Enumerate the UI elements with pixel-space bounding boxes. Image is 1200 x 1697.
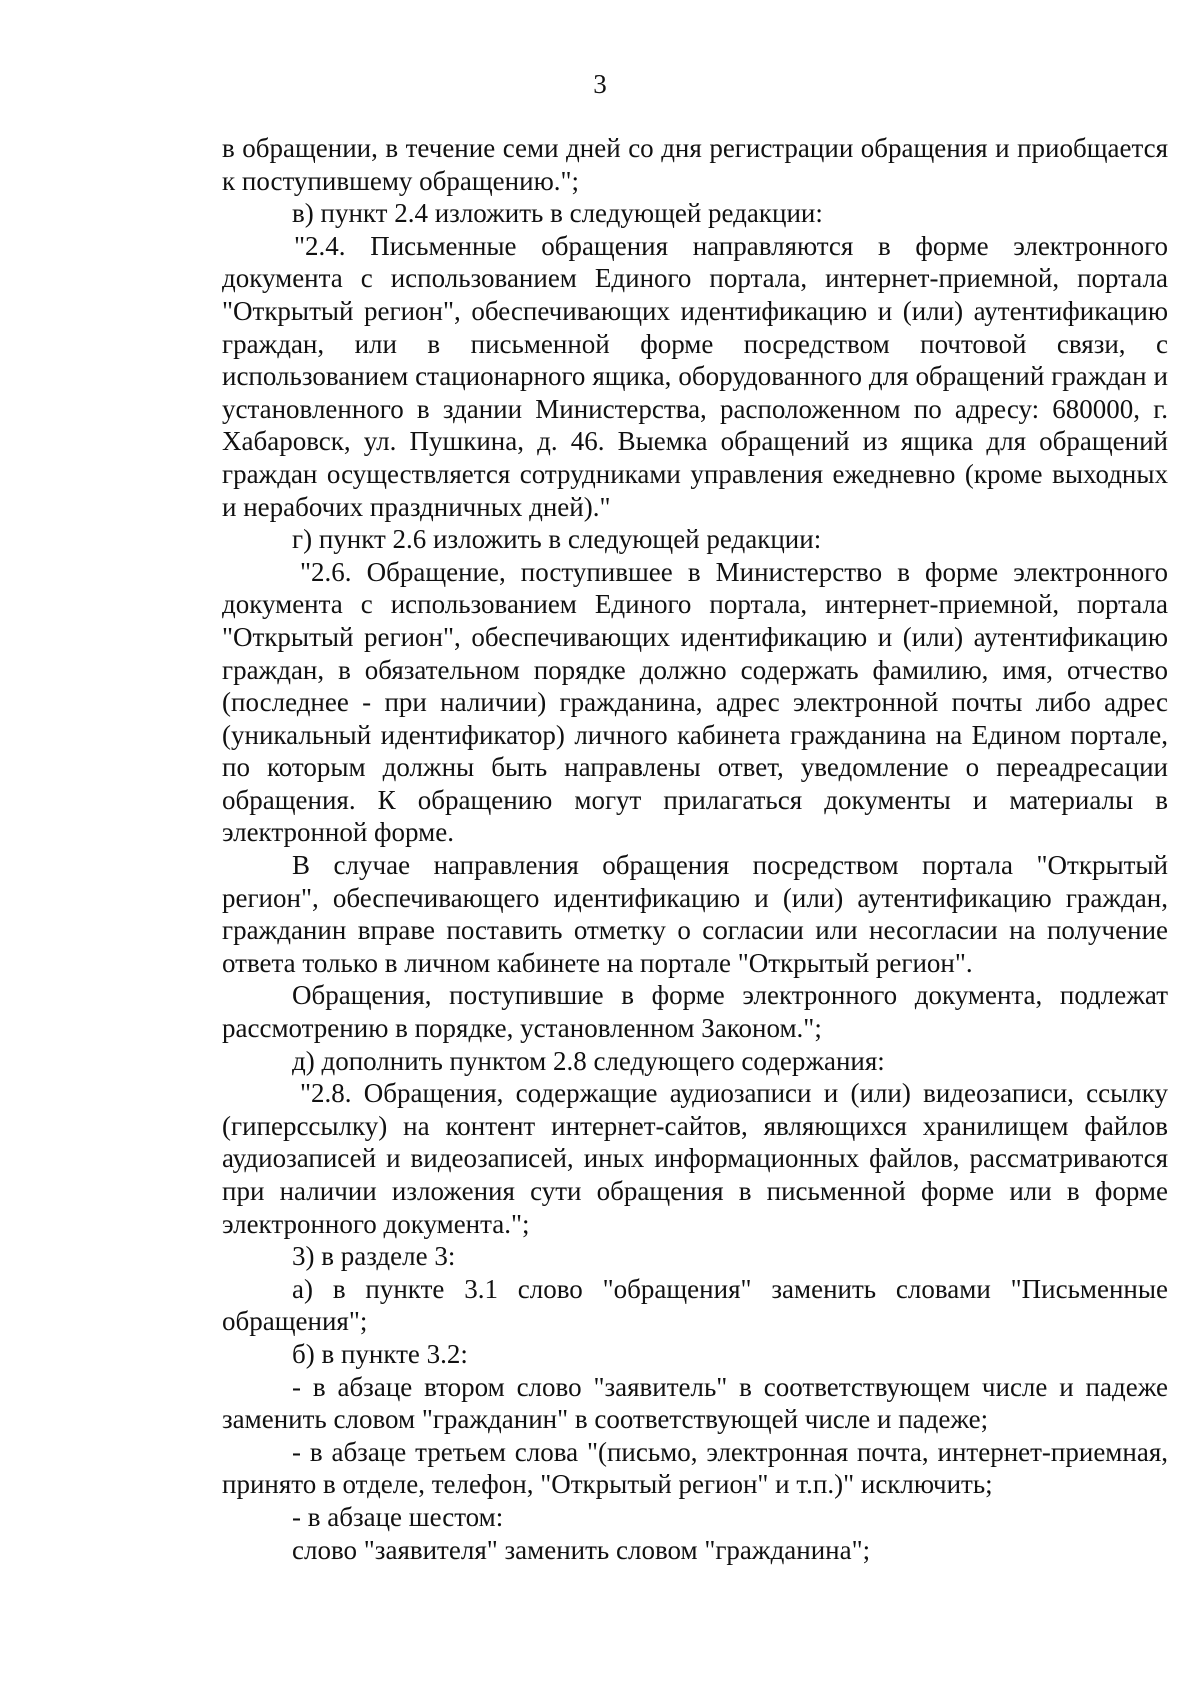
paragraph-item-d: д) дополнить пунктом 2.8 следующего содержания: xyxy=(292,1045,885,1076)
page-number: 3 xyxy=(593,69,607,99)
paragraph-open-region: В случае направления обращения посредством портала "Открытый регион", обеспечивающего идентификацию и (или) аутентификацию граждан, гражданин вправе поставить отметку о согласии или несогласии на получение ответа только в личном кабинете на портале "Открытый регион". xyxy=(222,850,1168,978)
paragraph-abzac-2: - в абзаце втором слово "заявитель" в соответствующем числе и падеже заменить словом "гражданин" в соответствующей числе и падеже; xyxy=(222,1371,1168,1435)
paragraph-clause-2-8: "2.8. Обращения, содержащие аудиозаписи и (или) видеозаписи, ссылку (гиперссылку) на контент интернет-сайтов, являющихся хранилищем файлов аудиозаписей и видеозаписей, иных информационных файлов, рассматриваются при наличии изложения сути обращения в письменной форме или в форме электронного документа."; xyxy=(222,1078,1168,1239)
paragraph-replace-word: слово "заявителя" заменить словом "гражданина"; xyxy=(292,1534,871,1565)
paragraph-electronic-docs: Обращения, поступившие в форме электронного документа, подлежат рассмотрению в порядке, установленном Законом."; xyxy=(222,980,1168,1044)
paragraph-abzac-6: - в абзаце шестом: xyxy=(292,1501,504,1532)
paragraph-continuation: в обращении, в течение семи дней со дня регистрации обращения и приобщается к поступившему обращению."; xyxy=(222,133,1168,196)
paragraph-item-b: б) в пункте 3.2: xyxy=(292,1338,468,1369)
paragraph-item-v: в) пункт 2.4 изложить в следующей редакции: xyxy=(292,198,823,229)
paragraph-item-g: г) пункт 2.6 изложить в следующей редакции: xyxy=(292,524,822,555)
paragraph-section-3: 3) в разделе 3: xyxy=(292,1241,456,1272)
paragraph-item-a: а) в пункте 3.1 слово "обращения" заменить словами "Письменные обращения"; xyxy=(222,1273,1168,1337)
document-body xyxy=(222,132,1168,1566)
paragraph-clause-2-4: "2.4. Письменные обращения направляются в форме электронного документа с использованием Единого портала, интернет-приемной, портала "Открытый регион", обеспечивающих идентификацию и (или) аутентификацию граждан, или в письменной форме посредством почтовой связи, с использованием стационарного ящика, оборудованного для обращений граждан и установленного в здании Министерства, расположенном по адресу: 680000, г. Хабаровск, ул. Пушкина, д. 46. Выемка обращений из ящика для обращений граждан осуществляется сотрудниками управления ежедневно (кроме выходных и нерабочих праздничных дней)." xyxy=(222,230,1168,522)
paragraph-clause-2-6: "2.6. Обращение, поступившее в Министерство в форме электронного документа с использованием Единого портала, интернет-приемной, портала "Открытый регион", обеспечивающих идентификацию и (или) аутентификацию граждан, в обязательном порядке должно содержать фамилию, имя, отчество (последнее - при наличии) гражданина, адрес электронной почты либо адрес (уникальный идентификатор) личного кабинета гражданина на Едином портале, по которым должны быть направлены ответ, уведомление о переадресации обращения. К обращению могут прилагаться документы и материалы в электронной форме. xyxy=(222,556,1168,848)
paragraph-abzac-3: - в абзаце третьем слова "(письмо, электронная почта, интернет-приемная, принято в отделе, телефон, "Открытый регион" и т.п.)" исключить; xyxy=(222,1436,1168,1500)
